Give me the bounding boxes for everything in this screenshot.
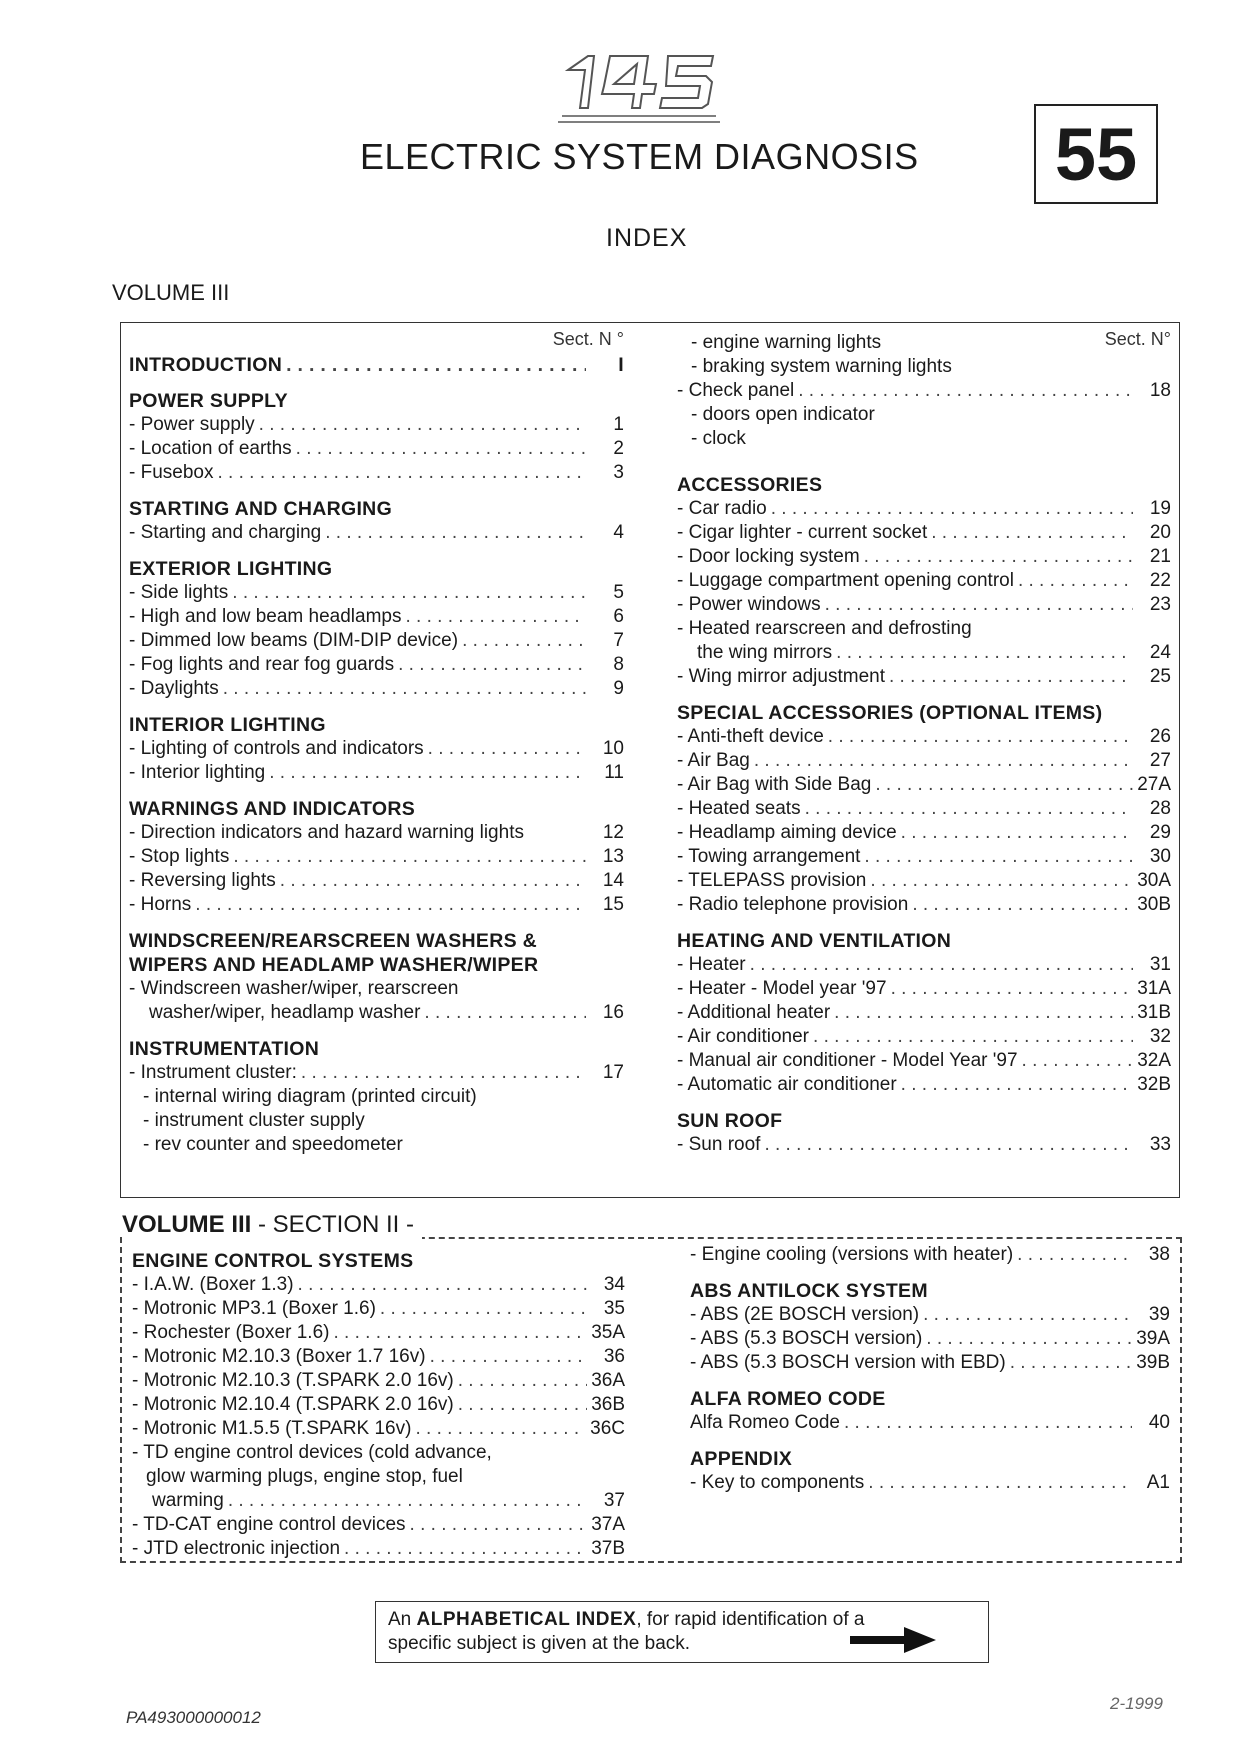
index-entry-section-number: 25	[1149, 666, 1171, 687]
index-entry-section-number: I	[618, 354, 624, 376]
index-entry-section-number: 12	[602, 822, 624, 843]
index-entry-section-number: 32A	[1137, 1050, 1171, 1071]
index-entry	[677, 1133, 1171, 1157]
index-entry	[690, 1243, 1170, 1267]
section-heading: SPECIAL ACCESSORIES (OPTIONAL ITEMS)	[677, 702, 1103, 724]
index-entry-section-number: 36	[603, 1346, 625, 1367]
dot-leader	[798, 379, 1133, 399]
dot-leader	[764, 1133, 1133, 1153]
index-entry-label: - Manual air conditioner - Model Year '97	[677, 1050, 1018, 1071]
dot-leader	[805, 797, 1133, 817]
index-text: - Heated rearscreen and defrosting	[677, 618, 972, 639]
section-heading: WARNINGS AND INDICATORS	[129, 798, 416, 820]
index-entry-section-number: 21	[1149, 546, 1171, 567]
index-entry-section-number: 36B	[591, 1394, 625, 1415]
dot-leader	[195, 893, 586, 913]
index-entry-section-number: 27A	[1137, 774, 1171, 795]
index-entry-section-number: 32B	[1137, 1074, 1171, 1095]
index-entry	[677, 821, 1171, 845]
volume3-index-box	[120, 322, 1180, 1198]
index-entry	[690, 1471, 1170, 1495]
dot-leader	[301, 1061, 586, 1081]
document-date: 2-1999	[1110, 1694, 1163, 1713]
sub-item: - braking system warning lights	[691, 356, 952, 377]
spacer	[677, 451, 1171, 461]
dot-leader	[259, 413, 586, 433]
index-entry	[129, 845, 624, 869]
dot-leader	[296, 437, 586, 457]
index-entry-label: - Direction indicators and hazard warning lights	[129, 822, 524, 843]
volume3-section2-label-bold: VOLUME III	[122, 1211, 252, 1238]
section-heading: ENGINE CONTROL SYSTEMS	[132, 1250, 414, 1272]
index-entry	[129, 581, 624, 605]
index-entry	[129, 1061, 624, 1085]
index-entry-label: - TD-CAT engine control devices	[132, 1514, 406, 1535]
index-entry-label: - Radio telephone provision	[677, 894, 909, 915]
dot-leader	[398, 653, 586, 673]
dot-leader	[825, 593, 1133, 613]
arrow-right-icon	[848, 1625, 938, 1655]
index-entry-label: - Engine cooling (versions with heater)	[690, 1244, 1014, 1265]
index-entry-section-number: 22	[1149, 570, 1171, 591]
dot-leader	[926, 1327, 1132, 1347]
index-entry	[132, 1369, 625, 1393]
index-entry	[132, 1417, 625, 1441]
index-entry	[677, 773, 1171, 797]
index-entry-label: - Car radio	[677, 498, 767, 519]
index-entry-label: - Reversing lights	[129, 870, 276, 891]
index-entry	[677, 797, 1171, 821]
index-entry-section-number: 39A	[1136, 1328, 1170, 1349]
index-entry-label: - Dimmed low beams (DIM-DIP device)	[129, 630, 459, 651]
index-entry	[690, 1327, 1170, 1351]
index-entry-label: - Key to components	[690, 1472, 865, 1493]
index-entry	[677, 593, 1171, 617]
index-entry-section-number: 30B	[1137, 894, 1171, 915]
index-entry	[132, 1513, 625, 1537]
dot-leader	[298, 1273, 587, 1293]
section-heading: HEATING AND VENTILATION	[677, 930, 952, 952]
dot-leader	[325, 521, 586, 541]
index-entry	[677, 1025, 1171, 1049]
index-entry	[677, 665, 1171, 689]
dot-leader	[836, 641, 1133, 661]
dot-leader	[233, 845, 586, 865]
section-heading: WIPERS AND HEADLAMP WASHER/WIPER	[129, 954, 539, 976]
dot-leader	[458, 1393, 587, 1413]
index-entry	[129, 1001, 624, 1025]
note-bold-text: ALPHABETICAL INDEX	[416, 1609, 637, 1630]
index-entry-label: - Lighting of controls and indicators	[129, 738, 424, 759]
index-entry-section-number: 1	[613, 414, 624, 435]
dot-leader	[1018, 569, 1133, 589]
index-entry	[677, 977, 1171, 1001]
section-heading: APPENDIX	[690, 1448, 793, 1470]
index-entry-section-number: 35A	[591, 1322, 625, 1343]
index-heading: INDEX	[606, 224, 688, 252]
index-entry-section-number: 15	[602, 894, 624, 915]
index-entry-label: - Motronic MP3.1 (Boxer 1.6)	[132, 1298, 376, 1319]
dot-leader	[813, 1025, 1133, 1045]
dot-leader	[333, 1321, 587, 1341]
index-entry	[129, 893, 624, 917]
section-heading: STARTING AND CHARGING	[129, 498, 393, 520]
index-entry-section-number: 40	[1148, 1412, 1170, 1433]
dot-leader	[901, 821, 1133, 841]
index-entry-label: - Location of earths	[129, 438, 292, 459]
sub-item: - rev counter and speedometer	[143, 1134, 403, 1155]
sub-item: - internal wiring diagram (printed circuit)	[143, 1086, 477, 1107]
index-entry	[129, 653, 624, 677]
index-entry	[132, 1345, 625, 1369]
index-entry-section-number: 26	[1149, 726, 1171, 747]
index-entry	[677, 869, 1171, 893]
section-heading: ALFA ROMEO CODE	[690, 1388, 886, 1410]
dot-leader	[889, 665, 1133, 685]
index-entry-section-number: 37B	[591, 1538, 625, 1559]
index-entry	[677, 1049, 1171, 1073]
sub-item: - instrument cluster supply	[143, 1110, 365, 1131]
section2-left-column	[132, 1247, 625, 1561]
dot-leader	[1022, 1049, 1133, 1069]
index-entry-section-number: 14	[602, 870, 624, 891]
index-entry-label: - Starting and charging	[129, 522, 322, 543]
index-entry-label: - Stop lights	[129, 846, 230, 867]
index-entry-label: - Horns	[129, 894, 192, 915]
index-entry-label: - Headlamp aiming device	[677, 822, 897, 843]
index-entry-label: - Door locking system	[677, 546, 860, 567]
index-entry-label: - Check panel	[677, 380, 795, 401]
dot-leader	[864, 845, 1133, 865]
index-entry	[132, 1537, 625, 1561]
index-entry-label: - Wing mirror adjustment	[677, 666, 885, 687]
dot-leader	[458, 1369, 587, 1389]
dot-leader	[870, 869, 1133, 889]
index-entry	[677, 1001, 1171, 1025]
index-entry-label: - Heater	[677, 954, 746, 975]
index-entry	[129, 677, 624, 701]
index-entry	[132, 1297, 625, 1321]
index-entry-label: - Heater - Model year '97	[677, 978, 887, 999]
index-entry-label: - Anti-theft device	[677, 726, 824, 747]
index-entry	[129, 461, 624, 485]
index-entry-section-number: 8	[613, 654, 624, 675]
dot-leader	[864, 545, 1133, 565]
dot-leader	[844, 1411, 1132, 1431]
index-entry	[677, 545, 1171, 569]
dot-leader	[754, 749, 1133, 769]
index-entry-label: - ABS (5.3 BOSCH version)	[690, 1328, 923, 1349]
index-entry	[677, 497, 1171, 521]
dot-leader	[1017, 1243, 1132, 1263]
index-entry-section-number: 39B	[1136, 1352, 1170, 1373]
index-entry-section-number: 38	[1148, 1244, 1170, 1265]
index-entry-section-number: 18	[1149, 380, 1171, 401]
dot-leader	[415, 1417, 586, 1437]
index-entry-label: - ABS (5.3 BOSCH version with EBD)	[690, 1352, 1006, 1373]
dot-leader	[834, 1001, 1133, 1021]
index-entry	[129, 605, 624, 629]
note-prefix: An	[388, 1609, 417, 1630]
index-entry	[129, 737, 624, 761]
index-entry-label: - Towing arrangement	[677, 846, 861, 867]
index-entry-label: - High and low beam headlamps	[129, 606, 402, 627]
index-entry-label: INTRODUCTION	[129, 354, 283, 376]
index-entry-section-number: 24	[1149, 642, 1171, 663]
index-entry	[677, 379, 1171, 403]
index-text: - Windscreen washer/wiper, rearscreen	[129, 978, 459, 999]
index-entry-label: - Heated seats	[677, 798, 801, 819]
index-entry-label: - JTD electronic injection	[132, 1538, 341, 1559]
dot-leader	[828, 725, 1133, 745]
index-entry	[677, 845, 1171, 869]
index-entry-section-number: 27	[1149, 750, 1171, 771]
index-entry	[690, 1411, 1170, 1435]
index-entry-section-number: 10	[602, 738, 624, 759]
dot-leader	[1010, 1351, 1132, 1371]
index-entry	[677, 521, 1171, 545]
index-entry-label: - Motronic M2.10.3 (Boxer 1.7 16v)	[132, 1346, 426, 1367]
index-entry	[677, 749, 1171, 773]
index-entry	[129, 521, 624, 545]
index-entry	[677, 641, 1171, 665]
index-text: glow warming plugs, engine stop, fuel	[146, 1466, 463, 1487]
index-entry-section-number: 30	[1149, 846, 1171, 867]
document-code: PA493000000012	[126, 1708, 261, 1727]
index-entry-label: - Air Bag with Side Bag	[677, 774, 872, 795]
section-heading: WINDSCREEN/REARSCREEN WASHERS &	[129, 930, 538, 952]
dot-leader	[223, 677, 586, 697]
index-entry-label: - Motronic M2.10.3 (T.SPARK 2.0 16v)	[132, 1370, 454, 1391]
index-entry	[132, 1321, 625, 1345]
dot-leader	[923, 1303, 1132, 1323]
index-entry-section-number: 33	[1149, 1134, 1171, 1155]
index-entry-label: - Motronic M1.5.5 (T.SPARK 16v)	[132, 1418, 412, 1439]
index-entry-section-number: 36A	[591, 1370, 625, 1391]
section-heading: ACCESSORIES	[677, 474, 823, 496]
dot-leader	[750, 953, 1133, 973]
index-entry-label: - ABS (2E BOSCH version)	[690, 1304, 920, 1325]
volume3-section2-label-rest: - SECTION II -	[251, 1211, 415, 1238]
index-entry-section-number: 23	[1149, 594, 1171, 615]
index-entry-label: - Motronic M2.10.4 (T.SPARK 2.0 16v)	[132, 1394, 454, 1415]
dot-leader	[269, 761, 586, 781]
index-entry-section-number: 31	[1149, 954, 1171, 975]
index-entry-label: - Air Bag	[677, 750, 750, 771]
dot-leader	[406, 605, 587, 625]
index-entry-label: warming	[152, 1490, 224, 1511]
volume3-right-column	[677, 327, 1171, 1157]
index-entry-label: - Interior lighting	[129, 762, 266, 783]
index-entry-section-number: 17	[602, 1062, 624, 1083]
index-text: - TD engine control devices (cold advance,	[132, 1442, 492, 1463]
index-entry-section-number: 37	[603, 1490, 625, 1511]
index-entry	[677, 725, 1171, 749]
sub-item: - engine warning lights	[691, 332, 882, 353]
index-entry-label: - Automatic air conditioner	[677, 1074, 897, 1095]
index-entry	[690, 1303, 1170, 1327]
index-entry-label: - Additional heater	[677, 1002, 831, 1023]
index-entry-section-number: 30A	[1137, 870, 1171, 891]
index-entry-section-number: 4	[613, 522, 624, 543]
volume-label: VOLUME III	[112, 280, 230, 305]
dot-leader	[228, 1489, 587, 1509]
index-entry-section-number: 32	[1149, 1026, 1171, 1047]
index-entry-label: - Cigar lighter - current socket	[677, 522, 928, 543]
index-entry	[129, 629, 624, 653]
dot-leader	[462, 629, 586, 649]
dot-leader	[891, 977, 1133, 997]
sect-number-label: Sect. N °	[552, 329, 624, 349]
index-entry	[690, 1351, 1170, 1375]
dot-leader	[771, 497, 1133, 517]
index-entry-label: - TELEPASS provision	[677, 870, 867, 891]
index-entry	[129, 437, 624, 461]
section-heading: EXTERIOR LIGHTING	[129, 558, 333, 580]
index-entry-label: - Side lights	[129, 582, 229, 603]
index-entry-label: - Fusebox	[129, 462, 214, 483]
dot-leader	[424, 1001, 586, 1021]
section-heading: SUN ROOF	[677, 1110, 783, 1132]
index-entry	[129, 869, 624, 893]
section-heading: ABS ANTILOCK SYSTEM	[690, 1280, 928, 1302]
index-entry	[132, 1489, 625, 1513]
section2-right-column	[690, 1243, 1170, 1495]
index-entry-label: - Rochester (Boxer 1.6)	[132, 1322, 330, 1343]
sect-number-label: Sect. N°	[1104, 329, 1171, 349]
index-entry-section-number: 39	[1148, 1304, 1170, 1325]
section-number-badge: 55	[1034, 104, 1158, 204]
section-heading: INSTRUMENTATION	[129, 1038, 320, 1060]
index-entry-section-number: 35	[603, 1298, 625, 1319]
dot-leader	[410, 1513, 587, 1533]
index-entry-label: the wing mirrors	[697, 642, 833, 663]
index-entry-section-number: 2	[613, 438, 624, 459]
index-entry-label: Alfa Romeo Code	[690, 1412, 840, 1433]
dot-leader	[232, 581, 586, 601]
sub-item: - clock	[691, 428, 746, 449]
dot-leader	[430, 1345, 587, 1365]
section-heading: INTERIOR LIGHTING	[129, 714, 326, 736]
index-entry	[129, 353, 624, 377]
section-heading: POWER SUPPLY	[129, 390, 288, 412]
index-entry	[677, 893, 1171, 917]
index-entry-section-number: 34	[603, 1274, 625, 1295]
index-entry-label: - Air conditioner	[677, 1026, 810, 1047]
note-line1-rest: , for rapid identification of a	[636, 1609, 865, 1630]
index-entry	[677, 569, 1171, 593]
dot-leader	[868, 1471, 1132, 1491]
index-entry-section-number: 28	[1149, 798, 1171, 819]
index-entry-label: - Instrument cluster:	[129, 1062, 297, 1083]
index-entry-section-number: 6	[613, 606, 624, 627]
index-entry	[132, 1393, 625, 1417]
index-entry-section-number: 9	[613, 678, 624, 699]
index-entry-section-number: 3	[613, 462, 624, 483]
dot-leader	[931, 521, 1133, 541]
index-entry-label: - Sun roof	[677, 1134, 761, 1155]
dot-leader	[344, 1537, 587, 1557]
index-entry-section-number: 31A	[1137, 978, 1171, 999]
index-entry-section-number: 31B	[1137, 1002, 1171, 1023]
index-entry-section-number: 5	[613, 582, 624, 603]
index-entry-section-number: 11	[604, 762, 624, 783]
index-entry	[129, 761, 624, 785]
note-line-2: specific subject is given at the back.	[388, 1633, 691, 1654]
dot-leader	[280, 869, 586, 889]
index-entry-section-number: A1	[1146, 1472, 1170, 1493]
dot-leader	[901, 1073, 1133, 1093]
index-entry	[129, 821, 624, 845]
index-entry-label: - Fog lights and rear fog guards	[129, 654, 395, 675]
sub-item: - doors open indicator	[691, 404, 875, 425]
dot-leader	[217, 461, 586, 481]
index-entry-section-number: 16	[602, 1002, 624, 1023]
model-145-logo	[548, 46, 748, 126]
index-entry-label: - I.A.W. (Boxer 1.3)	[132, 1274, 294, 1295]
volume3-left-column	[129, 327, 624, 1157]
index-entry-section-number: 36C	[590, 1418, 625, 1439]
index-entry-label: - Power windows	[677, 594, 821, 615]
dot-leader	[428, 737, 586, 757]
index-entry-label: - Daylights	[129, 678, 219, 699]
dot-leader	[912, 893, 1133, 913]
index-entry	[132, 1273, 625, 1297]
index-entry-section-number: 7	[613, 630, 624, 651]
index-entry	[677, 953, 1171, 977]
index-entry	[129, 413, 624, 437]
dot-leader	[380, 1297, 587, 1317]
index-entry-section-number: 29	[1149, 822, 1171, 843]
index-entry-label: washer/wiper, headlamp washer	[149, 1002, 421, 1023]
volume3-section2-index-box	[120, 1237, 1182, 1563]
page-title: ELECTRIC SYSTEM DIAGNOSIS	[360, 136, 919, 177]
dot-leader	[875, 773, 1133, 793]
dot-leader	[286, 353, 586, 373]
index-entry-section-number: 37A	[591, 1514, 625, 1535]
index-entry-label: - Luggage compartment opening control	[677, 570, 1014, 591]
index-entry-section-number: 19	[1149, 498, 1171, 519]
index-entry	[677, 1073, 1171, 1097]
volume3-section2-label	[122, 1211, 422, 1239]
index-entry-label: - Power supply	[129, 414, 255, 435]
index-entry-section-number: 20	[1149, 522, 1171, 543]
index-entry-section-number: 13	[602, 846, 624, 867]
